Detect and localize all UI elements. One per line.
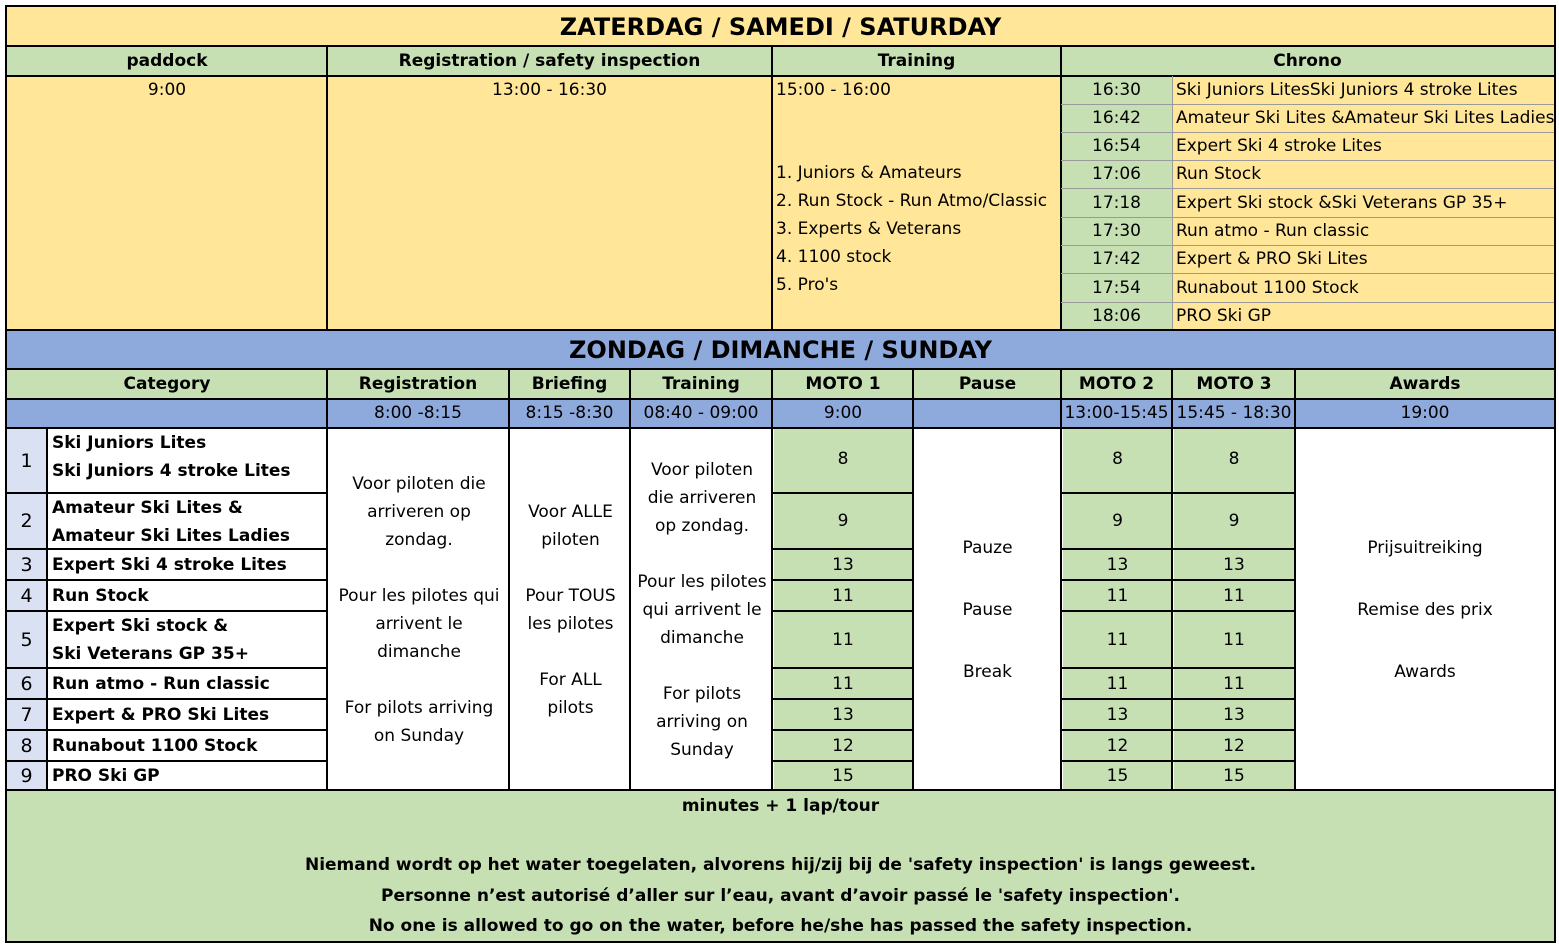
training-group: 4. 1100 stock — [776, 247, 892, 267]
category-name: PRO Ski GP — [48, 762, 327, 790]
border-line — [1554, 5, 1556, 943]
chrono-time: 18:06 — [1061, 302, 1172, 330]
row-number: 5 — [7, 612, 46, 667]
moto1-value: 13 — [774, 700, 912, 729]
note-line: on Sunday — [373, 725, 465, 746]
note-line: pilots — [547, 697, 594, 718]
border-line — [771, 610, 914, 612]
note-line: dimanche — [377, 641, 461, 662]
note-line: zondag. — [385, 529, 453, 550]
briefing-time: 8:15 -8:30 — [509, 399, 630, 427]
chrono-category: Amateur Ski Lites &Amateur Ski Lites Ladies — [1172, 104, 1554, 132]
note-line: qui arrivent le — [642, 599, 762, 620]
note-line: Pauze — [962, 538, 1013, 558]
moto3-time: 15:45 - 18:30 — [1172, 399, 1296, 427]
row-number: 9 — [7, 762, 46, 790]
category-line: Ski Juniors 4 stroke Lites — [52, 461, 291, 481]
border-line — [5, 75, 1556, 77]
moto1-time: 9:00 — [772, 399, 914, 427]
note-line: arrivent le — [375, 613, 463, 634]
moto1-value: 12 — [774, 731, 912, 760]
grid-line — [1061, 245, 1554, 246]
row-number: 7 — [7, 700, 46, 729]
border-line — [5, 667, 328, 669]
border-line — [5, 729, 328, 731]
moto1-header: MOTO 1 — [772, 369, 914, 399]
note-line: For pilots arriving — [344, 697, 494, 718]
awards-time: 19:00 — [1296, 399, 1554, 427]
laps-note: minutes + 1 lap/tour — [681, 796, 880, 816]
chrono-time: 17:30 — [1061, 217, 1172, 245]
border-line — [1060, 760, 1296, 762]
border-line — [5, 398, 1556, 400]
moto2-value: 11 — [1063, 669, 1172, 698]
border-line — [1060, 667, 1296, 669]
grid-line — [1061, 217, 1554, 218]
briefing-header: Briefing — [509, 369, 630, 399]
border-line — [5, 610, 328, 612]
grid-line — [1061, 188, 1554, 189]
row-number: 3 — [7, 550, 46, 579]
chrono-category: Run Stock — [1172, 160, 1554, 188]
border-line — [771, 667, 914, 669]
training-groups — [772, 104, 1061, 330]
row-number: 2 — [7, 494, 46, 548]
chrono-category: Run atmo - Run classic — [1172, 217, 1554, 245]
note-line: Pour TOUS — [525, 585, 616, 606]
training-group: 2. Run Stock - Run Atmo/Classic — [776, 191, 1048, 211]
note-line: les pilotes — [527, 613, 614, 634]
footer-notes — [7, 791, 1554, 942]
grid-line — [1061, 160, 1554, 161]
border-line — [5, 329, 1556, 331]
category-name — [48, 429, 327, 492]
border-line — [1060, 729, 1296, 731]
border-line — [771, 45, 773, 330]
training-group: 1. Juniors & Amateurs — [776, 163, 962, 183]
footer-line: Personne n’est autorisé d’aller sur l’eau, avant d’avoir passé le 'safety inspection'. — [381, 886, 1180, 906]
moto2-time: 13:00-15:45 — [1061, 399, 1172, 427]
border-line — [1060, 698, 1296, 700]
moto1-value: 8 — [774, 429, 912, 492]
note-line: piloten — [541, 529, 600, 550]
border-line — [1060, 548, 1296, 550]
border-line — [5, 368, 1556, 370]
chrono-time: 16:54 — [1061, 132, 1172, 160]
moto3-value: 12 — [1174, 731, 1294, 760]
footer-line: Niemand wordt op het water toegelaten, alvorens hij/zij bij de 'safety inspection' is langs geweest. — [304, 855, 1257, 875]
note-line: Voor piloten — [650, 459, 754, 480]
training-group: 3. Experts & Veterans — [776, 219, 962, 239]
border-line — [771, 548, 914, 550]
moto3-value: 9 — [1174, 494, 1294, 548]
chrono-time: 17:18 — [1061, 188, 1172, 217]
border-line — [5, 760, 328, 762]
note-line: For ALL — [539, 669, 602, 690]
moto2-value: 11 — [1063, 612, 1172, 667]
moto2-value: 8 — [1063, 429, 1172, 492]
note-line: dimanche — [660, 627, 744, 648]
awards-note — [1296, 429, 1554, 790]
note-line: Break — [963, 662, 1012, 682]
grid-line — [1061, 273, 1554, 274]
moto1-value: 11 — [774, 669, 912, 698]
category-name: Runabout 1100 Stock — [48, 731, 327, 760]
registration-note — [329, 429, 509, 790]
border-line — [771, 729, 914, 731]
grid-line — [1172, 76, 1173, 330]
registration-time: 8:00 -8:15 — [327, 399, 509, 427]
border-line — [771, 760, 914, 762]
pause-time — [914, 399, 1061, 427]
category-time — [7, 399, 327, 427]
training-time: 15:00 - 16:00 — [772, 76, 1061, 104]
note-line: Pause — [962, 600, 1013, 620]
registration-time: 13:00 - 16:30 — [327, 76, 772, 330]
border-line — [5, 5, 1556, 7]
category-name: Run atmo - Run classic — [48, 669, 327, 698]
chrono-category: Runabout 1100 Stock — [1172, 273, 1554, 302]
note-line: For pilots — [662, 683, 742, 704]
border-line — [5, 45, 1556, 47]
category-name — [48, 612, 327, 667]
moto1-value: 13 — [774, 550, 912, 579]
moto3-value: 11 — [1174, 612, 1294, 667]
grid-line — [1061, 132, 1554, 133]
category-line: Expert Ski stock & — [52, 616, 229, 636]
note-line: Prijsuitreiking — [1367, 538, 1483, 558]
saturday-title: ZATERDAG / SAMEDI / SATURDAY — [7, 7, 1554, 46]
moto3-value: 11 — [1174, 669, 1294, 698]
border-line — [771, 698, 914, 700]
border-line — [771, 492, 914, 494]
moto2-value: 13 — [1063, 550, 1172, 579]
training-time: 08:40 - 09:00 — [630, 399, 772, 427]
pause-note — [914, 429, 1061, 790]
border-line — [771, 579, 914, 581]
moto2-value: 12 — [1063, 731, 1172, 760]
moto2-value: 13 — [1063, 700, 1172, 729]
chrono-category: Ski Juniors LitesSki Juniors 4 stroke Lites — [1172, 76, 1554, 104]
chrono-category: Expert Ski 4 stroke Lites — [1172, 132, 1554, 160]
border-line — [46, 427, 48, 791]
moto3-value: 15 — [1174, 762, 1294, 790]
border-line — [5, 579, 328, 581]
moto2-value: 11 — [1063, 581, 1172, 610]
moto3-value: 13 — [1174, 700, 1294, 729]
grid-line — [1061, 104, 1554, 105]
moto1-value: 15 — [774, 762, 912, 790]
chrono-time: 17:54 — [1061, 273, 1172, 302]
category-line: Amateur Ski Lites & — [52, 498, 243, 518]
registration-header: Registration — [327, 369, 509, 399]
border-line — [1060, 492, 1296, 494]
note-line: Sunday — [670, 739, 734, 760]
moto2-value: 15 — [1063, 762, 1172, 790]
chrono-time: 17:42 — [1061, 245, 1172, 273]
category-line: Amateur Ski Lites Ladies — [52, 526, 290, 546]
awards-header: Awards — [1296, 369, 1554, 399]
chrono-header: Chrono — [1061, 46, 1554, 76]
training-header: Training — [630, 369, 772, 399]
border-line — [5, 5, 7, 943]
chrono-time: 17:06 — [1061, 160, 1172, 188]
training-note — [632, 429, 772, 790]
note-line: Voor piloten die — [352, 473, 486, 494]
registration-header: Registration / safety inspection — [327, 46, 772, 76]
border-line — [5, 492, 328, 494]
note-line: Pour les pilotes — [637, 571, 767, 592]
chrono-time: 16:30 — [1061, 76, 1172, 104]
row-number: 6 — [7, 669, 46, 698]
border-line — [5, 698, 328, 700]
chrono-category: Expert Ski stock &Ski Veterans GP 35+ — [1172, 188, 1554, 217]
sunday-title: ZONDAG / DIMANCHE / SUNDAY — [7, 330, 1554, 369]
moto1-value: 11 — [774, 581, 912, 610]
border-line — [629, 368, 631, 791]
row-number: 8 — [7, 731, 46, 760]
note-line: Awards — [1394, 662, 1456, 682]
moto3-value: 8 — [1174, 429, 1294, 492]
paddock-time: 9:00 — [7, 76, 327, 330]
note-line: Voor ALLE — [528, 501, 613, 522]
note-line: arriveren op — [367, 501, 471, 522]
grid-line — [1061, 302, 1554, 303]
note-line: arriving on — [656, 711, 748, 732]
border-line — [1060, 610, 1296, 612]
moto3-header: MOTO 3 — [1172, 369, 1296, 399]
moto3-value: 11 — [1174, 581, 1294, 610]
category-line: Ski Veterans GP 35+ — [52, 644, 249, 664]
moto1-value: 9 — [774, 494, 912, 548]
pause-header: Pause — [914, 369, 1061, 399]
briefing-note — [511, 429, 630, 790]
paddock-header: paddock — [7, 46, 327, 76]
border-line — [326, 45, 328, 330]
border-line — [1060, 579, 1296, 581]
moto1-value: 11 — [774, 612, 912, 667]
moto2-header: MOTO 2 — [1061, 369, 1172, 399]
training-group: 5. Pro's — [776, 275, 839, 295]
note-line: die arriveren — [647, 487, 757, 508]
chrono-time: 16:42 — [1061, 104, 1172, 132]
category-name — [48, 494, 327, 548]
border-line — [5, 427, 1556, 429]
training-header: Training — [772, 46, 1061, 76]
chrono-category: Expert & PRO Ski Lites — [1172, 245, 1554, 273]
chrono-category: PRO Ski GP — [1172, 302, 1554, 330]
category-name: Expert & PRO Ski Lites — [48, 700, 327, 729]
note-line: op zondag. — [654, 515, 750, 536]
moto3-value: 13 — [1174, 550, 1294, 579]
footer-line: No one is allowed to go on the water, before he/she has passed the safety inspection. — [368, 916, 1193, 936]
border-line — [508, 368, 510, 791]
row-number: 4 — [7, 581, 46, 610]
border-line — [5, 789, 1556, 791]
category-name: Run Stock — [48, 581, 327, 610]
category-line: Ski Juniors Lites — [52, 433, 207, 453]
border-line — [5, 548, 328, 550]
moto2-value: 9 — [1063, 494, 1172, 548]
category-name: Expert Ski 4 stroke Lites — [48, 550, 327, 579]
note-line: Pour les pilotes qui — [338, 585, 500, 606]
category-header: Category — [7, 369, 327, 399]
border-line — [5, 941, 1556, 943]
row-number: 1 — [7, 429, 46, 492]
note-line: Remise des prix — [1357, 600, 1493, 620]
